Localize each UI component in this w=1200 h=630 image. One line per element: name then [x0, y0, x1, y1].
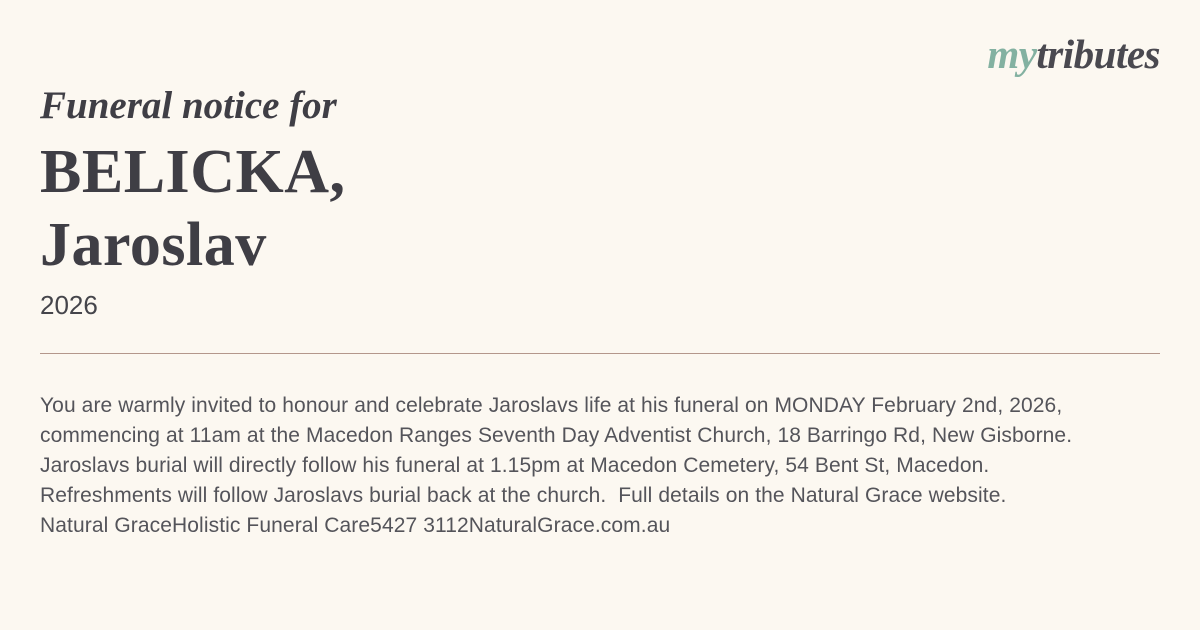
deceased-name [40, 136, 345, 282]
death-year: 2026 [40, 290, 98, 320]
notice-body-line: Refreshments will follow Jaroslavs burial back at the church. Full details on the Natural Grace website. [40, 484, 1007, 507]
brand-tributes: tributes [1036, 31, 1160, 77]
divider-line [40, 353, 1160, 354]
deceased-surname: BELICKA, [40, 138, 346, 206]
mytributes-logo [987, 32, 1160, 77]
notice-body [40, 391, 1170, 541]
brand-my: my [987, 31, 1037, 77]
notice-body-line: You are warmly invited to honour and celebrate Jaroslavs life at his funeral on MONDAY February 2nd, 2026, [40, 394, 1063, 417]
deceased-given-name: Jaroslav [40, 211, 267, 279]
notice-body-line: Jaroslavs burial will directly follow his funeral at 1.15pm at Macedon Cemetery, 54 Bent St, Macedon. [40, 454, 990, 477]
notice-body-line: commencing at 11am at the Macedon Ranges Seventh Day Adventist Church, 18 Barringo Rd, New Gisborne. [40, 424, 1073, 447]
funeral-notice-label: Funeral notice for [40, 84, 337, 127]
notice-body-line: Natural GraceHolistic Funeral Care5427 3112NaturalGrace.com.au [40, 514, 671, 537]
